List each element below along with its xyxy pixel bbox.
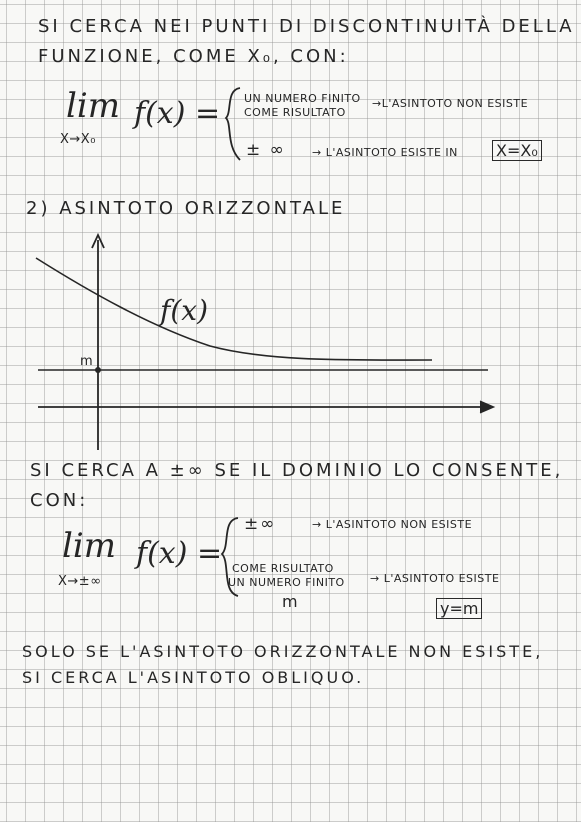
case-infinity-result-2: → L'ASINTOTO NON ESISTE [312, 518, 473, 531]
asymptote-point [95, 367, 101, 373]
horizontal-asymptote-box: y=m [436, 598, 482, 619]
function-expression-2: f(x) = [136, 536, 223, 571]
domain-line-2: CON: [30, 490, 89, 511]
case-finite-line-1-2: COME RISULTATO [232, 562, 334, 575]
case-finite-result-2: → L'ASINTOTO ESISTE [370, 572, 500, 585]
intro-line-1: SI CERCA NEI PUNTI DI DISCONTINUITÀ DELLA [38, 16, 575, 37]
vertical-asymptote-box: X=X₀ [492, 140, 542, 161]
case-finite-value: m [282, 592, 300, 611]
case-finite-line-1: UN NUMERO FINITO [244, 92, 361, 105]
function-expression: f(x) = [134, 96, 221, 131]
case-infinity: ± ∞ [246, 140, 286, 160]
limit-symbol-2: lim [62, 526, 116, 566]
limit-symbol: lim [66, 86, 120, 126]
limit-subscript: X→X₀ [60, 132, 96, 147]
domain-line-1: SI CERCA A ±∞ SE IL DOMINIO LO CONSENTE, [30, 460, 564, 481]
asymptote-value-label: m [80, 354, 95, 369]
function-curve [36, 258, 432, 360]
intro-line-2: FUNZIONE, COME X₀, CON: [38, 46, 349, 67]
case-finite-result: →L'ASINTOTO NON ESISTE [372, 97, 529, 110]
curve-label: f(x) [160, 294, 209, 327]
case-infinity-2: ±∞ [244, 514, 277, 534]
footer-line-2: SI CERCA L'ASINTOTO OBLIQUO. [22, 668, 365, 687]
case-infinity-result: → L'ASINTOTO ESISTE IN [312, 146, 458, 159]
footer-line-1: SOLO SE L'ASINTOTO ORIZZONTALE NON ESISTE, [22, 642, 544, 661]
section-heading: 2) ASINTOTO ORIZZONTALE [26, 198, 346, 219]
brace-1 [226, 88, 240, 160]
case-finite-line-2: COME RISULTATO [244, 106, 346, 119]
case-finite-line-2-2: UN NUMERO FINITO [228, 576, 345, 589]
limit-subscript-2: X→±∞ [58, 574, 102, 589]
x-axis-arrow [480, 401, 494, 413]
